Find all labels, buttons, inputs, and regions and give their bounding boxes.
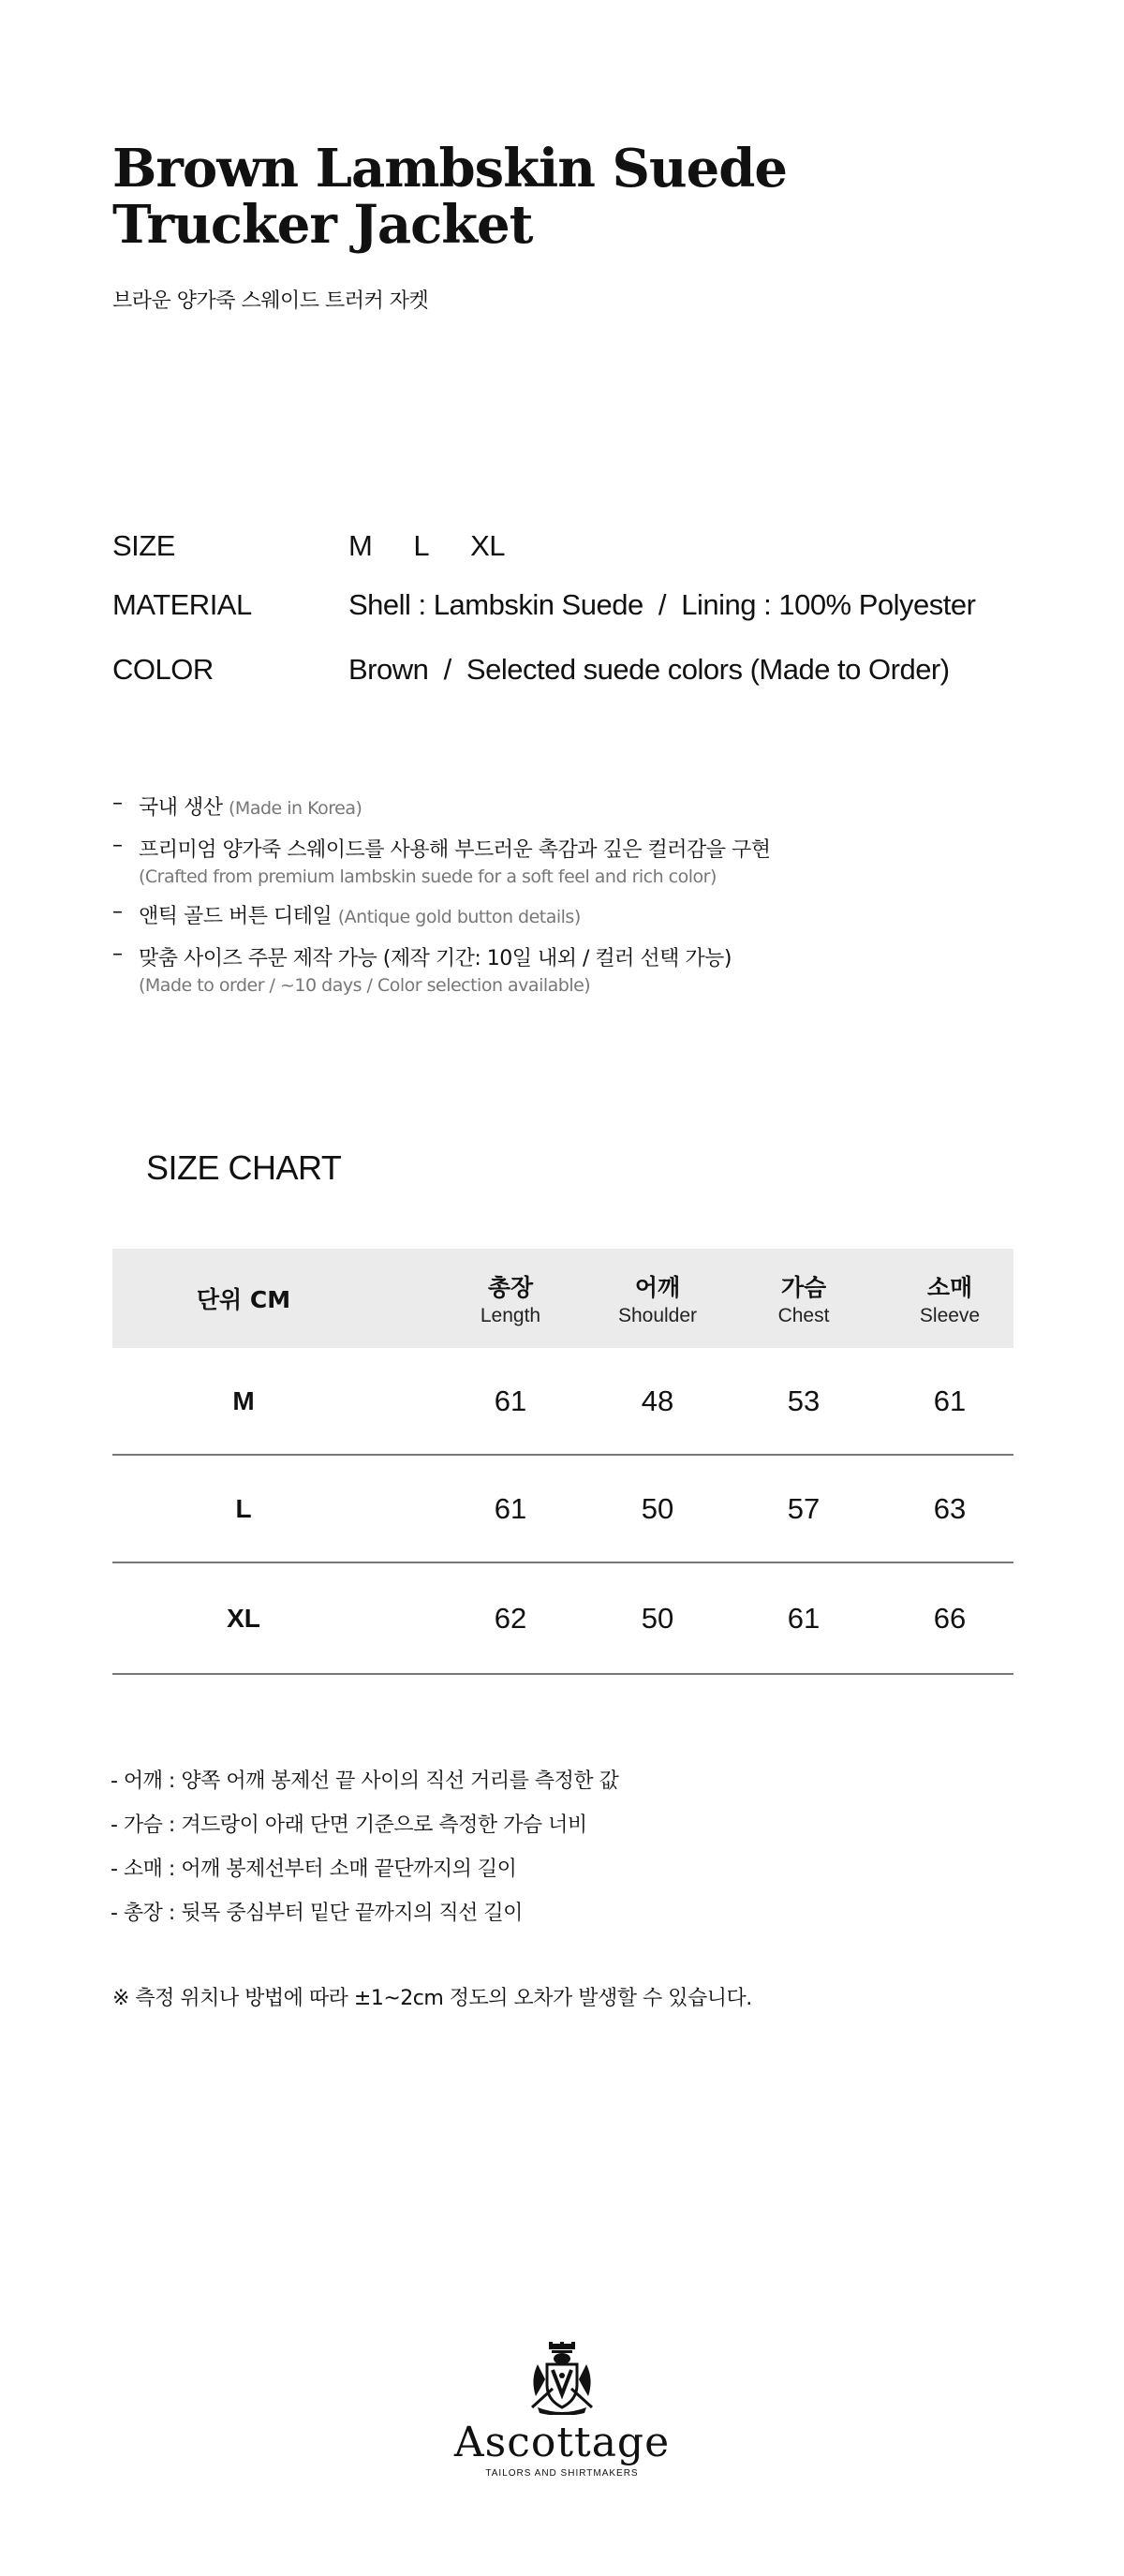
crest-icon: [525, 2342, 599, 2415]
spec-size-values: [348, 529, 546, 563]
table-header-chest: 가슴 Chest: [777, 1274, 830, 1326]
table-cell-shoulder: 48: [641, 1384, 674, 1417]
product-title-korean: 브라운 양가죽 스웨이드 트러커 자켓: [112, 289, 429, 313]
product-title-line2: Trucker Jacket: [112, 194, 533, 256]
spec-color-value: Brown / Selected suede colors (Made to Order): [348, 653, 950, 686]
feature-text-en: (Made in Korea): [229, 798, 362, 819]
table-cell-sleeve: 61: [933, 1384, 967, 1417]
feature-text: 맞춤 사이즈 주문 제작 가능 (제작 기간: 10일 내외 / 컬러 선택 가능): [139, 947, 732, 970]
feature-text: 국내 생산: [139, 796, 223, 820]
spec-material-value: Shell : Lambskin Suede / Lining : 100% Polyester: [348, 588, 976, 621]
brand-tagline: TAILORS AND SHIRTMAKERS: [485, 2468, 639, 2479]
spec-size-l: L: [413, 529, 430, 562]
table-header-row: [112, 1249, 1013, 1348]
product-title: [112, 138, 955, 256]
table-cell-size: M: [232, 1385, 255, 1415]
note-item: - 소매 : 어깨 봉제선부터 소매 끝단까지의 길이: [111, 1858, 517, 1881]
table-header-unit: 단위 CM: [196, 1286, 291, 1313]
table-cell-size: XL: [227, 1603, 260, 1633]
measurement-caution: ※ 측정 위치나 방법에 따라 ±1~2cm 정도의 오차가 발생할 수 있습니다.: [112, 1987, 752, 2010]
note-item: - 어깨 : 양쪽 어깨 봉제선 끝 사이의 직선 거리를 측정한 값: [111, 1769, 619, 1793]
table-row: [112, 1456, 1013, 1563]
table-cell-sleeve: 63: [933, 1491, 967, 1525]
size-chart-table: [112, 1249, 1013, 1675]
table-cell-chest: 57: [787, 1491, 821, 1525]
product-title-line1: Brown Lambskin Suede: [112, 138, 788, 200]
table-header-length: 총장 Length: [480, 1274, 541, 1326]
note-item: - 총장 : 뒷목 중심부터 밑단 끝까지의 직선 길이: [111, 1902, 523, 1925]
feature-text-en: (Antique gold button details): [337, 907, 581, 927]
feature-item: – 앤틱 골드 버튼 디테일 (Antique gold button details): [112, 900, 581, 928]
brand-name: Ascottage: [453, 2419, 671, 2466]
measurement-notes: [111, 1765, 618, 1941]
table-cell-shoulder: 50: [641, 1491, 674, 1525]
spec-size-label: SIZE: [112, 529, 175, 562]
spec-color-label: COLOR: [112, 653, 214, 686]
table-cell-length: 61: [494, 1384, 527, 1417]
table-cell-shoulder: 50: [641, 1601, 674, 1635]
size-chart-title: SIZE CHART: [146, 1148, 342, 1187]
spec-material-label: MATERIAL: [112, 588, 252, 621]
feature-item: – 프리미엄 양가죽 스웨이드를 사용해 부드러운 촉감과 깊은 컬러감을 구현 (Crafted from premium lambskin suede for a soft feel and rich color): [112, 834, 1012, 887]
table-header-sleeve: 소매 Sleeve: [919, 1274, 981, 1326]
table-cell-length: 61: [494, 1491, 527, 1525]
table-cell-size: L: [235, 1493, 252, 1523]
table-row: [112, 1348, 1013, 1456]
table-cell-length: 62: [494, 1601, 527, 1635]
note-item: - 가슴 : 겨드랑이 아래 단면 기준으로 측정한 가슴 너비: [111, 1814, 587, 1837]
table-cell-chest: 53: [787, 1384, 821, 1417]
feature-text-en: (Made to order / ~10 days / Color selection available): [139, 975, 591, 996]
table-header-shoulder: 어깨 Shoulder: [617, 1274, 698, 1326]
feature-item: – 국내 생산 (Made in Korea): [112, 792, 362, 820]
spec-size-xl: XL: [470, 529, 505, 562]
feature-text: 앤틱 골드 버튼 디테일: [139, 905, 333, 928]
table-cell-sleeve: 66: [933, 1601, 967, 1635]
spec-size-m: M: [348, 529, 373, 562]
table-cell-chest: 61: [787, 1601, 821, 1635]
feature-text-en: (Crafted from premium lambskin suede for a soft feel and rich color): [139, 866, 717, 887]
feature-list: [112, 792, 1012, 1009]
feature-item: – 맞춤 사이즈 주문 제작 가능 (제작 기간: 10일 내외 / 컬러 선택 가능) (Made to order / ~10 days / Color selection available): [112, 942, 1012, 996]
table-row: [112, 1563, 1013, 1675]
brand-logo: [450, 2342, 674, 2479]
feature-text: 프리미엄 양가죽 스웨이드를 사용해 부드러운 촉감과 깊은 컬러감을 구현: [139, 838, 771, 862]
